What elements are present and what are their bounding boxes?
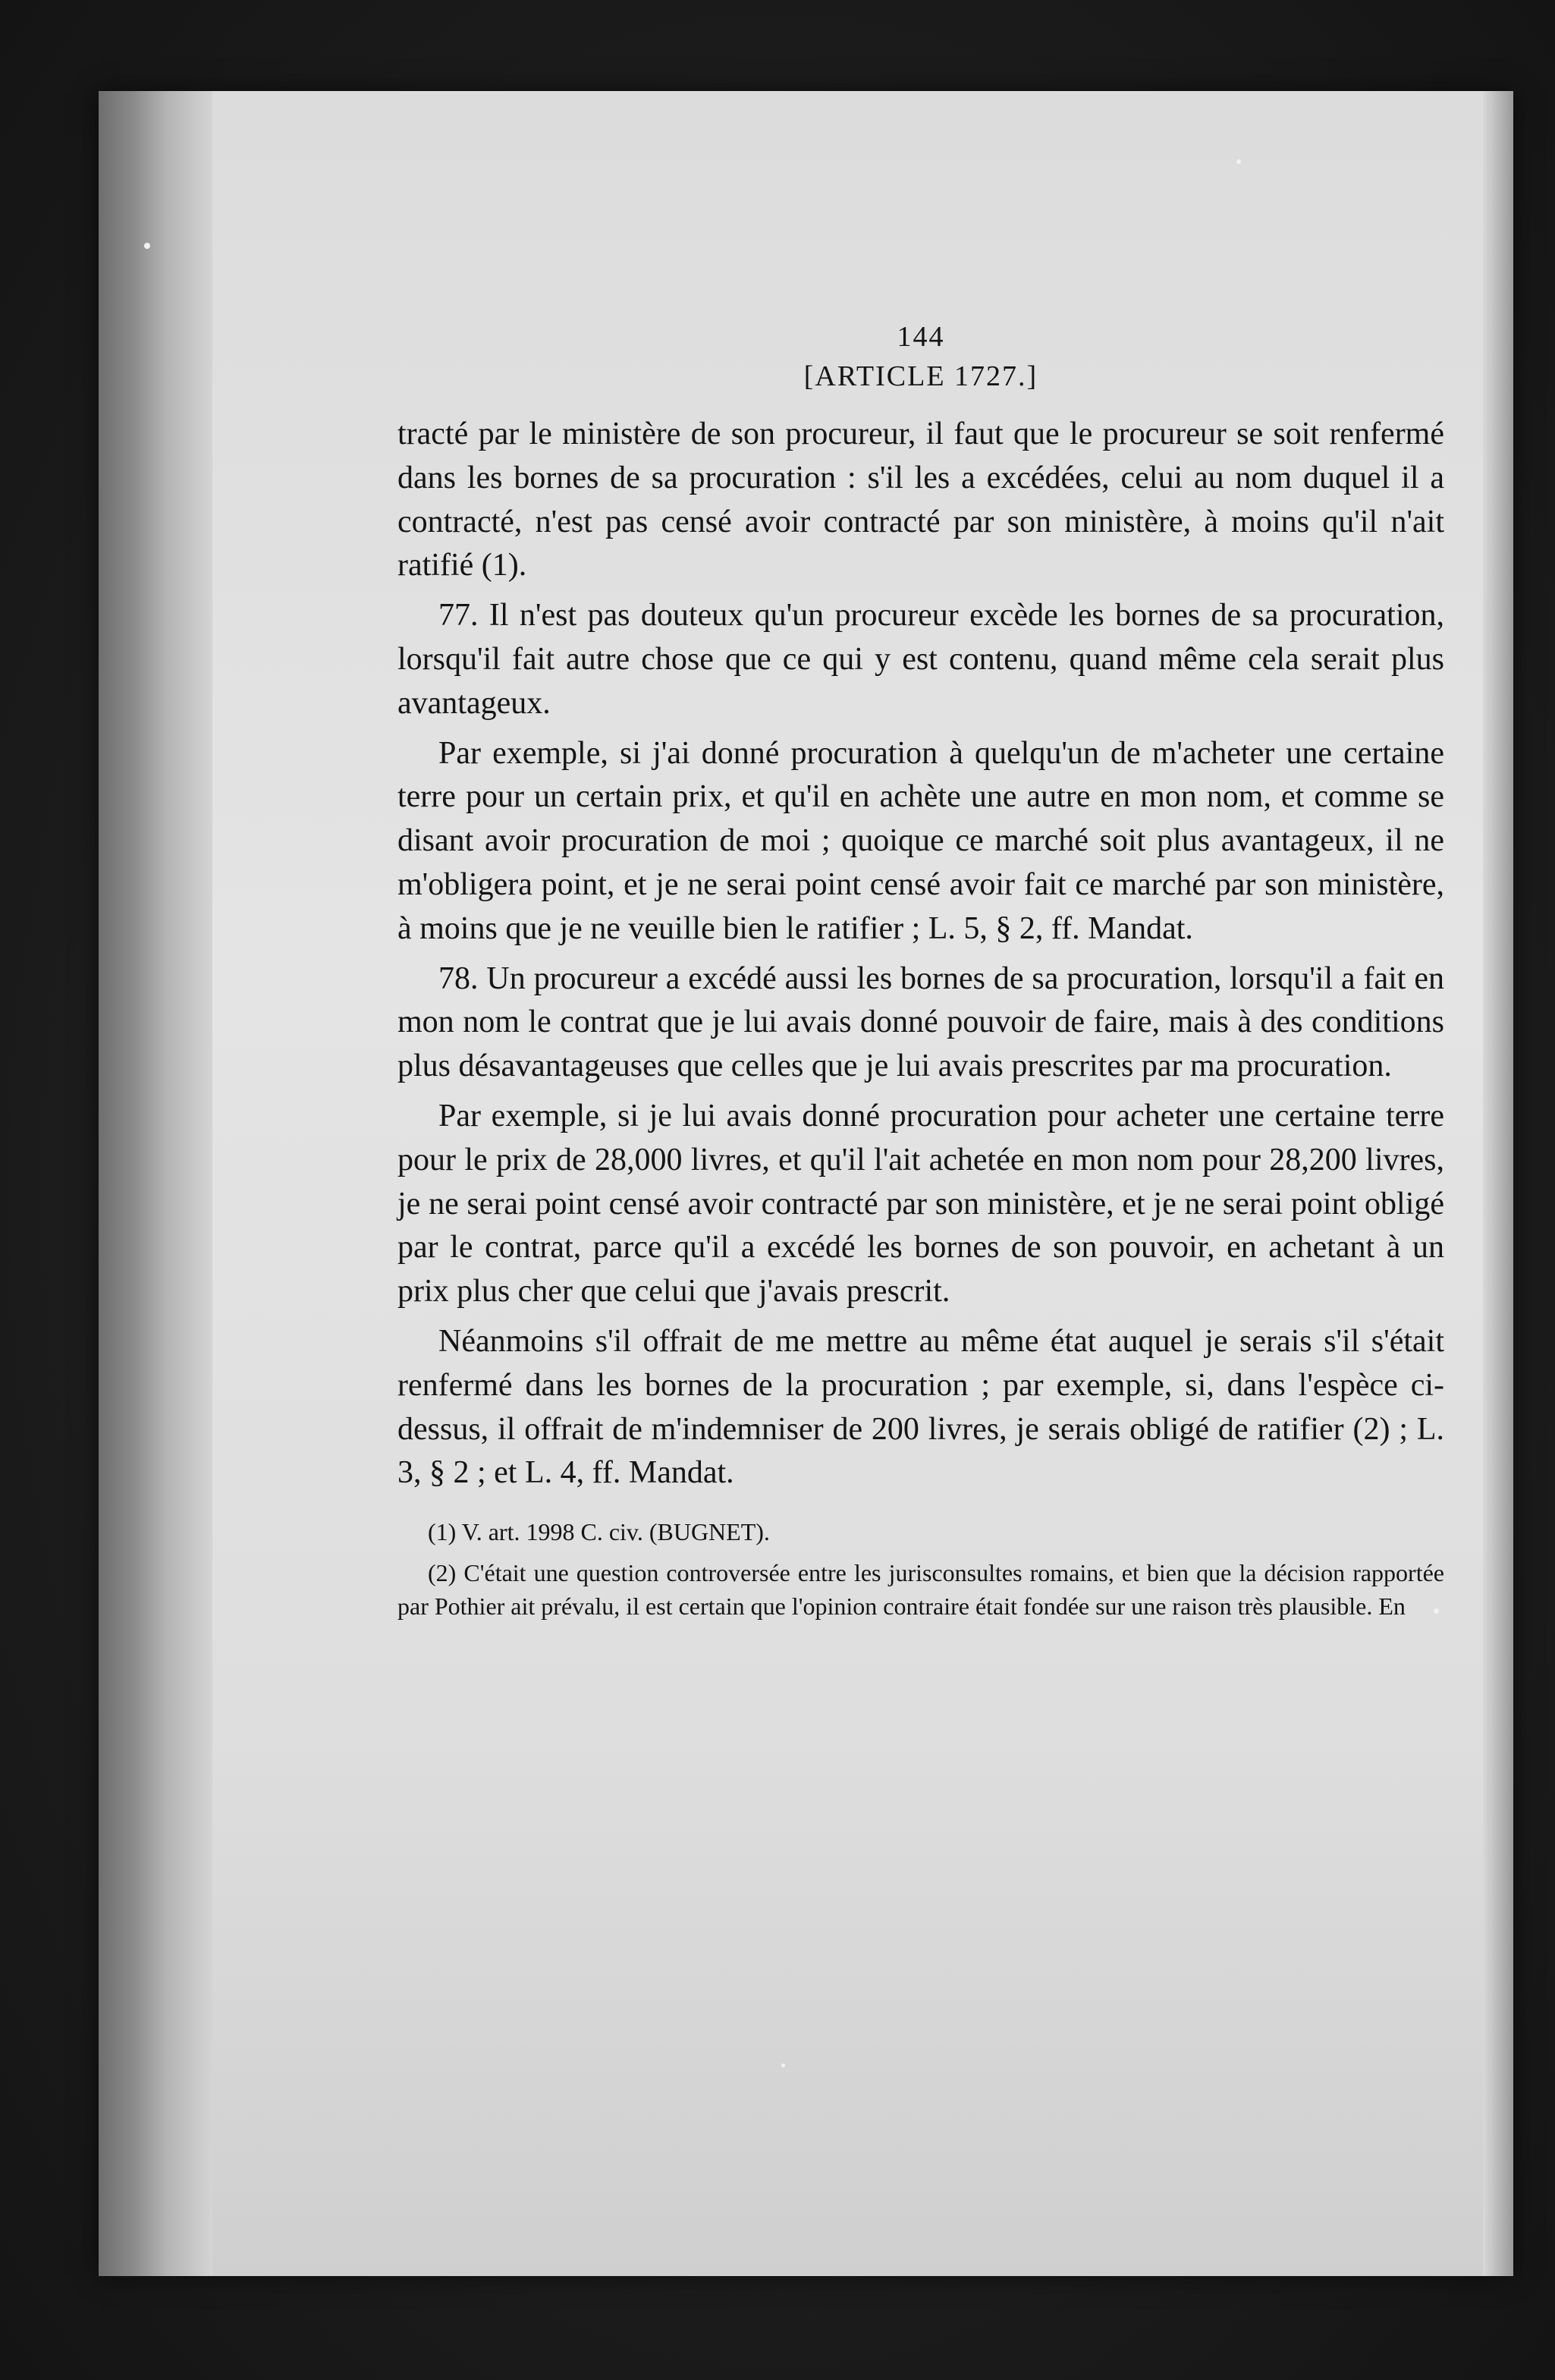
page-number: 144 <box>897 321 945 353</box>
paragraph: 78. Un procureur a excédé aussi les bornes de sa procuration, lorsqu'il a fait en mon nom le contrat que je lui avais donné pouvoir de faire, mais à des conditions plus désavantageuses que celles que je lui avais prescrites par ma procuration. <box>397 960 1444 1084</box>
paragraph: Par exemple, si j'ai donné procuration à quelqu'un de m'acheter une certaine terre pour un certain prix, et qu'il en achète une autre en mon nom, et comme se disant avoir procuration de moi ; quoique ce marché soit plus avantageux, il ne m'obligera point, et je ne serai point censé avoir fait ce marché par son ministère, à moins que je ne veuille bien le ratifier ; L. 5, § 2, ff. Mandat. <box>397 735 1444 946</box>
dust-speck <box>781 2064 785 2067</box>
paragraph: tracté par le ministère de son procureur, il faut que le procureur se soit renfermé dans les bornes de sa procuration : s'il les a excédées, celui au nom duquel il a contracté, n'est pas censé avoir contracté par son ministère, à moins qu'il n'ait ratifié (1). <box>397 417 1444 583</box>
page-edge-shadow <box>1483 91 1513 2276</box>
page-gutter-shadow <box>99 91 212 2276</box>
paragraph: Néanmoins s'il offrait de me mettre au même état auquel je serais s'il s'était renfermé dans les bornes de la procuration ; par exemple, si, dans l'espèce ci-dessus, il offrait de m'indemniser de 200 livres, je serais obligé de ratifier (2) ; L. 3, § 2 ; et L. 4, ff. Mandat. <box>397 1323 1444 1491</box>
running-head: [ARTICLE 1727.] <box>803 360 1038 392</box>
footnote: (1) V. art. 1998 C. civ. (BUGNET). <box>428 1518 770 1546</box>
footnotes <box>397 1515 1444 1623</box>
dust-speck <box>1236 159 1241 164</box>
paragraph: Par exemple, si je lui avais donné procuration pour acheter une certaine terre pour le prix de 28,000 livres, et qu'il l'ait achetée en mon nom pour 28,200 livres, je ne serai point censé avoir contracté par son ministère, et je ne serai point obligé par le contrat, parce qu'il a excédé les bornes de son pouvoir, en achetant à un prix plus cher que celui que j'avais prescrit. <box>397 1098 1444 1309</box>
dust-speck <box>144 243 150 249</box>
text-block <box>397 228 1444 1630</box>
footnote: (2) C'était une question controversée entre les jurisconsultes romains, et bien que la décision rapportée par Pothier ait prévalu, il est certain que l'opinion contraire était fondée sur une raison très plausible. En <box>397 1559 1444 1621</box>
paragraph: 77. Il n'est pas douteux qu'un procureur excède les bornes de sa procuration, lorsqu'il fait autre chose que ce qui y est contenu, quand même cela serait plus avantageux. <box>397 598 1444 721</box>
